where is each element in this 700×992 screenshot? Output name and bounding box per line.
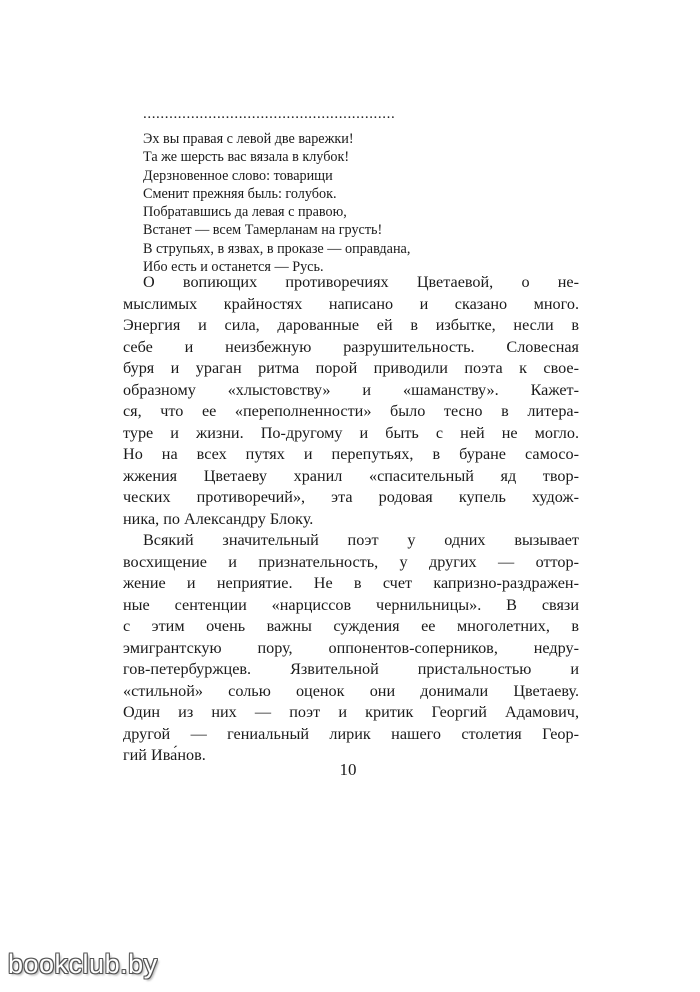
text-line: мыслимых крайностях написано и сказано много. — [123, 294, 579, 313]
text-line: Один из них — поэт и критик Георгий Адамович, — [123, 703, 579, 721]
body-text — [123, 272, 579, 767]
text-line: буря и ураган ритма порой приводили поэта к свое- — [123, 359, 579, 377]
poem-line: Та же шерсть вас вязала в клубок! — [143, 149, 350, 166]
text-line: «стильной» солью оценок они донимали Цветаеву. — [123, 681, 579, 700]
text-line: туре и жизни. По-другому и быть с ней не могло. — [123, 423, 579, 442]
watermark-logo: bookclub.by — [8, 949, 158, 979]
paragraph-2 — [123, 530, 579, 767]
text-line: Но на всех путях и перепутьях, в буране самосо- — [123, 445, 579, 463]
text-line: восхищение и признательность, у других — оттор- — [123, 552, 579, 571]
poem-line: Побратавшись да левая с правою, — [143, 204, 347, 221]
text-line: Энергия и сила, дарованные ей в избытке, несли в — [123, 316, 579, 334]
poem-line: В струпьях, в язвах, в проказе — оправдана, — [143, 240, 411, 257]
poem-line: Эх вы правая с левой две варежки! — [143, 131, 354, 147]
poem-line: Дерзновенное слово: товарищи — [143, 167, 333, 184]
text-line: ника, по Александру Блоку. — [123, 509, 314, 528]
text-line: жжения Цветаеву хранил «спасительный яд твор- — [123, 466, 579, 485]
text-line: ся, что ее «переполненности» было тесно в литера- — [123, 402, 579, 420]
text-line: другой — гениальный лирик нашего столетия Геор- — [123, 724, 579, 743]
page-number: 10 — [339, 760, 357, 779]
ellipsis-dots: .......................................................... — [143, 106, 396, 122]
text-line: жение и неприятие. Не в счет капризно-раздражен- — [123, 574, 579, 592]
poem-stanza — [143, 130, 410, 276]
text-line: гий Ива́нов. — [123, 746, 206, 764]
paragraph-1 — [123, 272, 579, 530]
poem-line: Встанет — всем Тамерланам на грусть! — [143, 222, 383, 239]
text-line: О вопиющих противоречиях Цветаевой, о не- — [143, 273, 579, 291]
text-line: Всякий значительный поэт у одних вызывает — [143, 531, 579, 549]
text-line: ческих противоречий», эта родовая купель худож- — [123, 488, 579, 506]
text-line: образному «хлыстовству» и «шаманству». Кажет- — [123, 380, 579, 399]
text-line: с этим очень важны суждения ее многолетних, в — [123, 617, 579, 635]
poem-line: Ибо есть и останется — Русь. — [143, 259, 324, 276]
text-line: ные сентенции «нарциссов чернильницы». В связи — [123, 595, 579, 614]
poem-line: Сменит прежняя быль: голубок. — [143, 185, 337, 202]
text-line: эмигрантскую пору, оппонентов-соперников, недру- — [123, 638, 579, 657]
text-line: себе и неизбежную разрушительность. Словесная — [123, 337, 579, 356]
text-line: гов-петербуржцев. Язвительной пристальностью и — [123, 660, 579, 678]
